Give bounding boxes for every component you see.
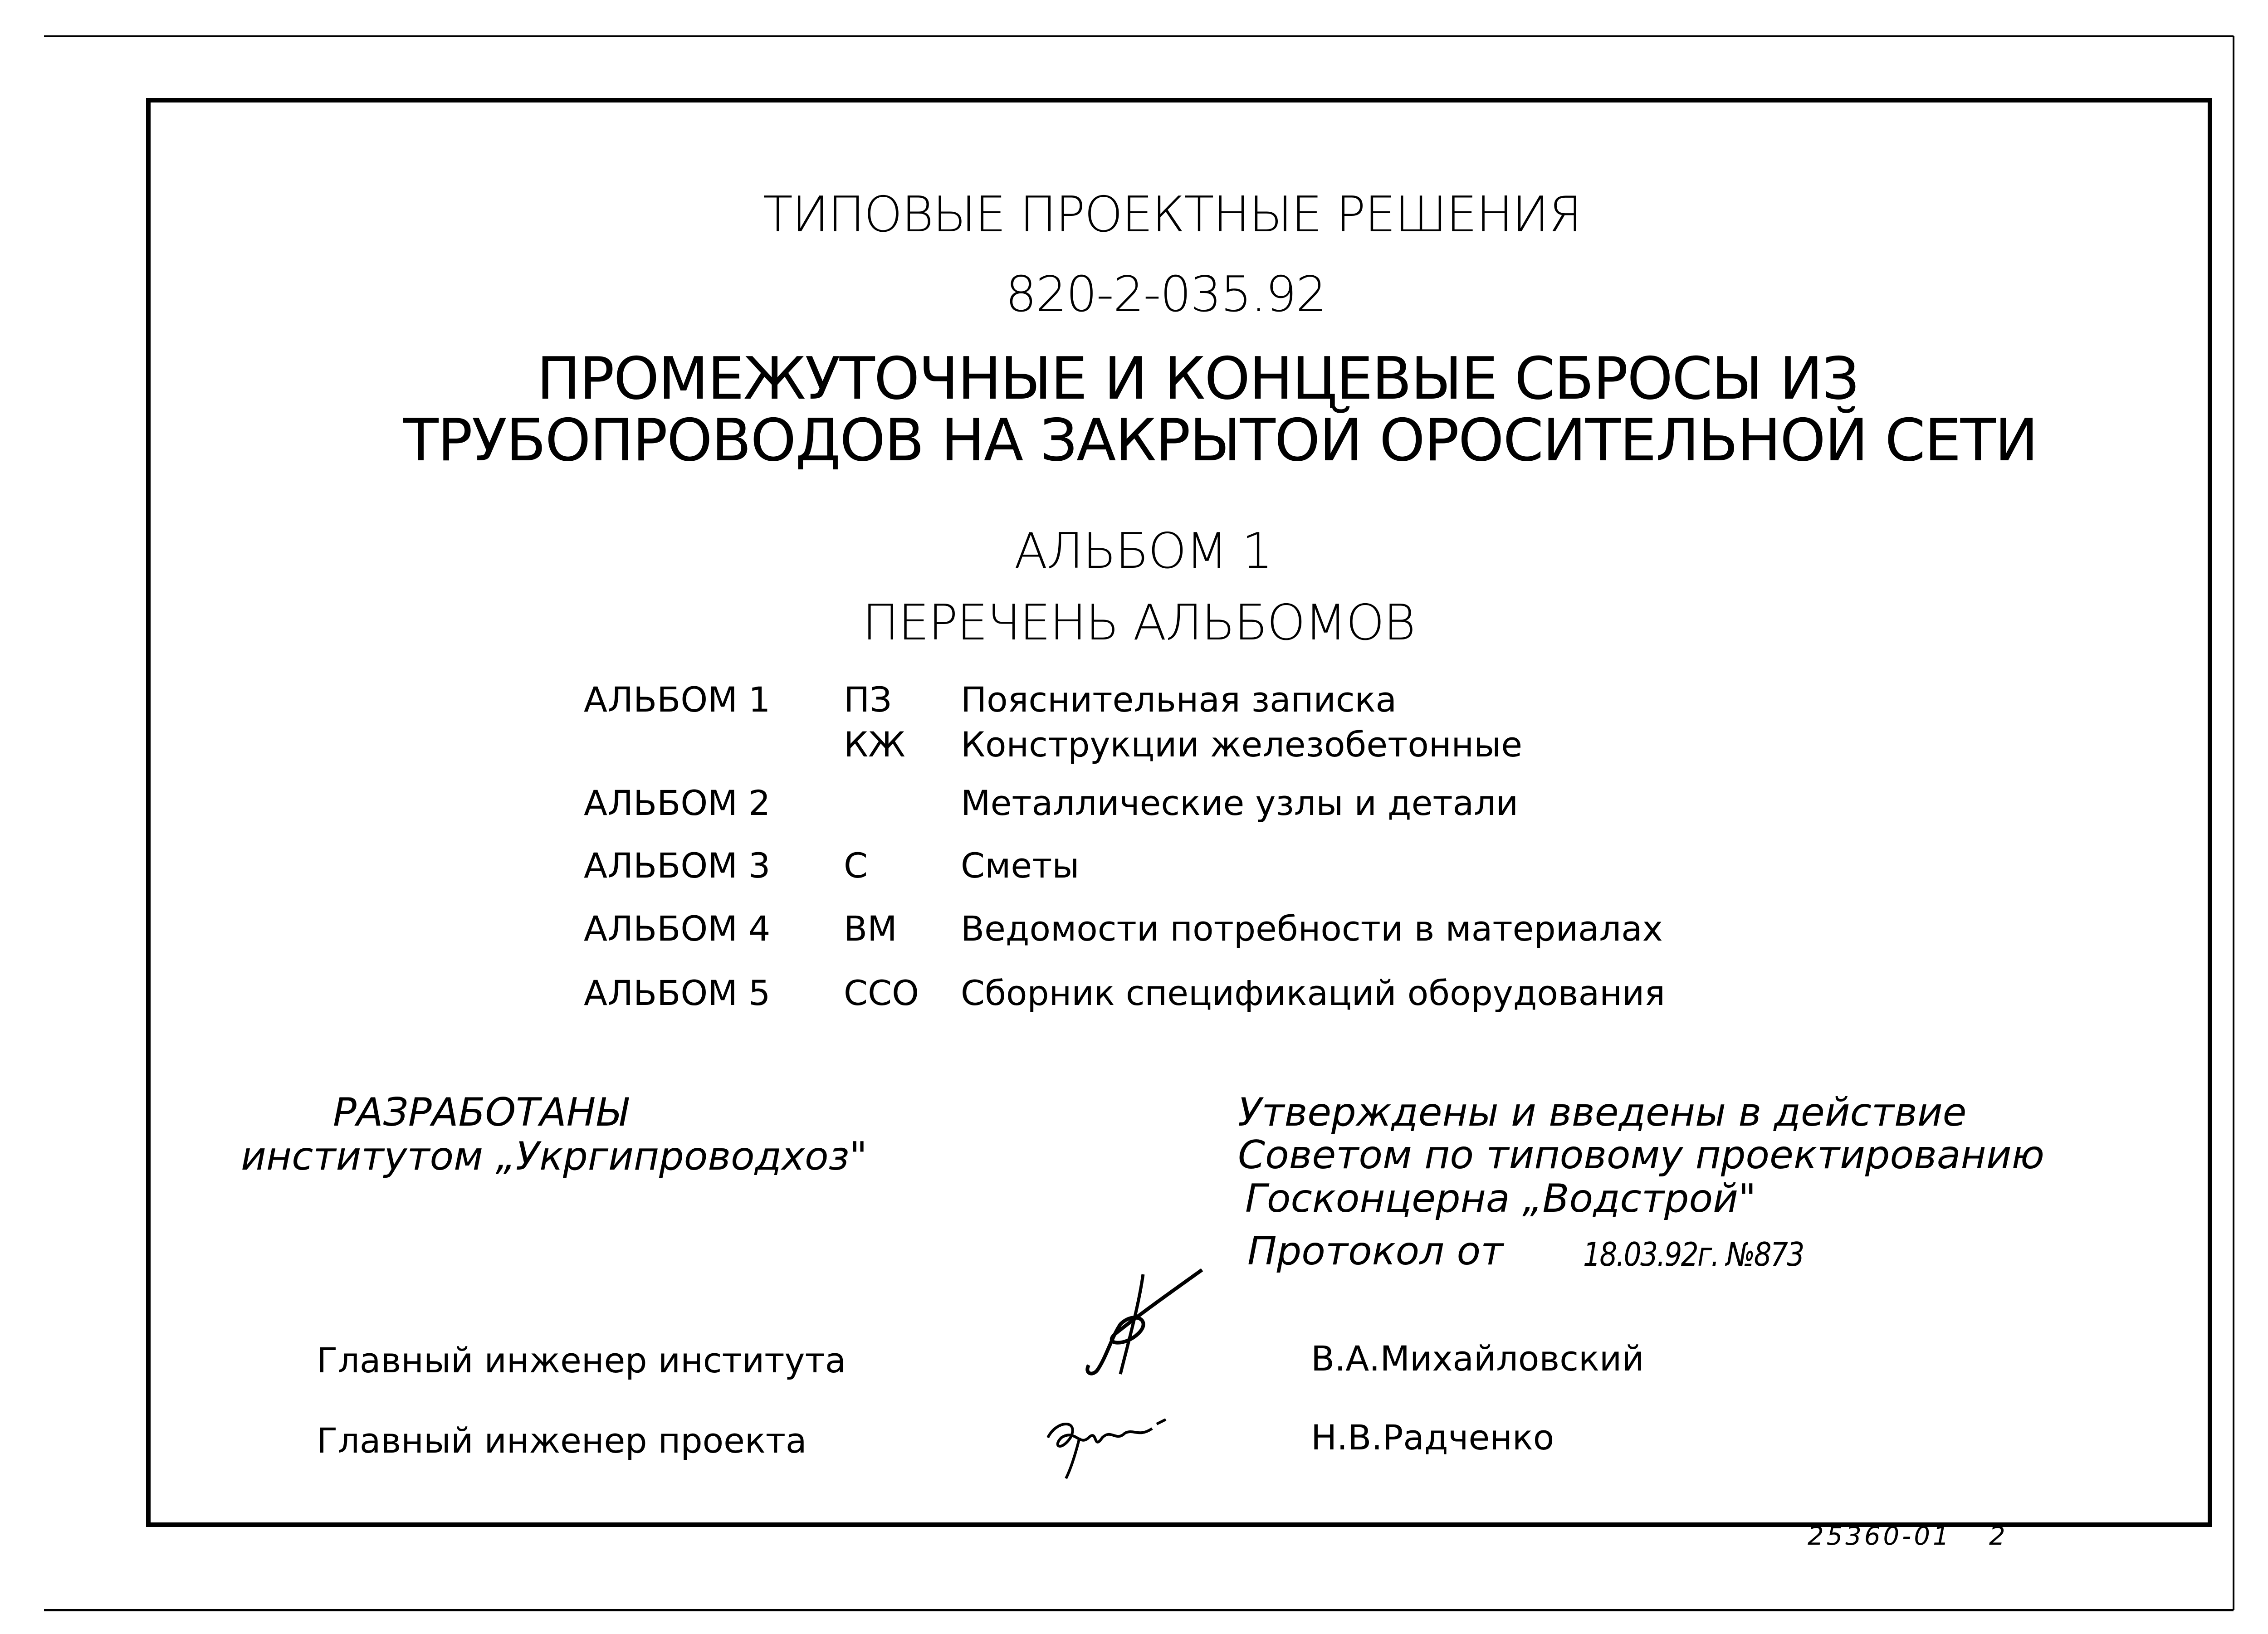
bottom-rule <box>44 1609 2234 1611</box>
album-heading: АЛЬБОМ 1 <box>1014 523 1272 580</box>
project-code: 820-2-035.92 <box>1005 266 1326 323</box>
approved-line-3: Госконцерна „Водстрой" <box>1245 1176 1756 1221</box>
album-name: Сметы <box>961 845 1080 886</box>
developed-label: РАЗРАБОТАНЫ <box>333 1090 628 1135</box>
album-code: ССО <box>844 973 919 1013</box>
album-name: Металлические узлы и детали <box>961 783 1519 823</box>
album-name: Ведомости потребности в материалах <box>961 908 1663 949</box>
signature-name: В.А.Михайловский <box>1311 1338 1644 1379</box>
album-list-title: ПЕРЕЧЕНЬ АЛЬБОМОВ <box>862 595 1415 651</box>
approved-line-1: Утверждены и введены в действие <box>1238 1090 1967 1135</box>
title-line-1: ПРОМЕЖУТОЧНЫЕ И КОНЦЕВЫЕ СБРОСЫ ИЗ <box>537 345 1858 413</box>
developed-by: институтом „Укргипроводхоз" <box>241 1134 867 1179</box>
album-code: ВМ <box>844 908 897 949</box>
album-code: КЖ <box>844 724 905 765</box>
approved-line-2: Советом по типовому проектированию <box>1238 1132 2044 1178</box>
signature-name: Н.В.Радченко <box>1311 1417 1554 1458</box>
protocol-label: Протокол от <box>1247 1229 1504 1274</box>
album-number: АЛЬБОМ 3 <box>584 845 771 886</box>
album-name: Конструкции железобетонные <box>961 724 1523 765</box>
album-name: Сборник спецификаций оборудования <box>961 973 1665 1013</box>
album-number: АЛЬБОМ 2 <box>584 783 771 823</box>
album-number: АЛЬБОМ 4 <box>584 908 771 949</box>
document-number: 25360-01 <box>1808 1522 1952 1551</box>
album-name: Пояснительная записка <box>961 679 1397 720</box>
signature-role: Главный инженер проекта <box>317 1420 807 1461</box>
signature-scribble <box>1039 1410 1170 1483</box>
signature-role: Главный инженер института <box>317 1340 846 1380</box>
signature-scribble <box>1070 1265 1207 1383</box>
page-number: 2 <box>1989 1522 2005 1551</box>
title-line-2: ТРУБОПРОВОДОВ НА ЗАКРЫТОЙ ОРОСИТЕЛЬНОЙ СЕТИ <box>403 407 2038 474</box>
series-title: ТИПОВЫЕ ПРОЕКТНЫЕ РЕШЕНИЯ <box>763 186 1582 243</box>
album-number: АЛЬБОМ 1 <box>584 679 771 720</box>
album-number: АЛЬБОМ 5 <box>584 973 771 1013</box>
protocol-date: 18.03.92г. №873 <box>1583 1235 1804 1273</box>
top-rule <box>44 35 2234 37</box>
album-code: ПЗ <box>844 679 892 720</box>
right-rule <box>2233 36 2234 1610</box>
album-code: С <box>844 845 868 886</box>
